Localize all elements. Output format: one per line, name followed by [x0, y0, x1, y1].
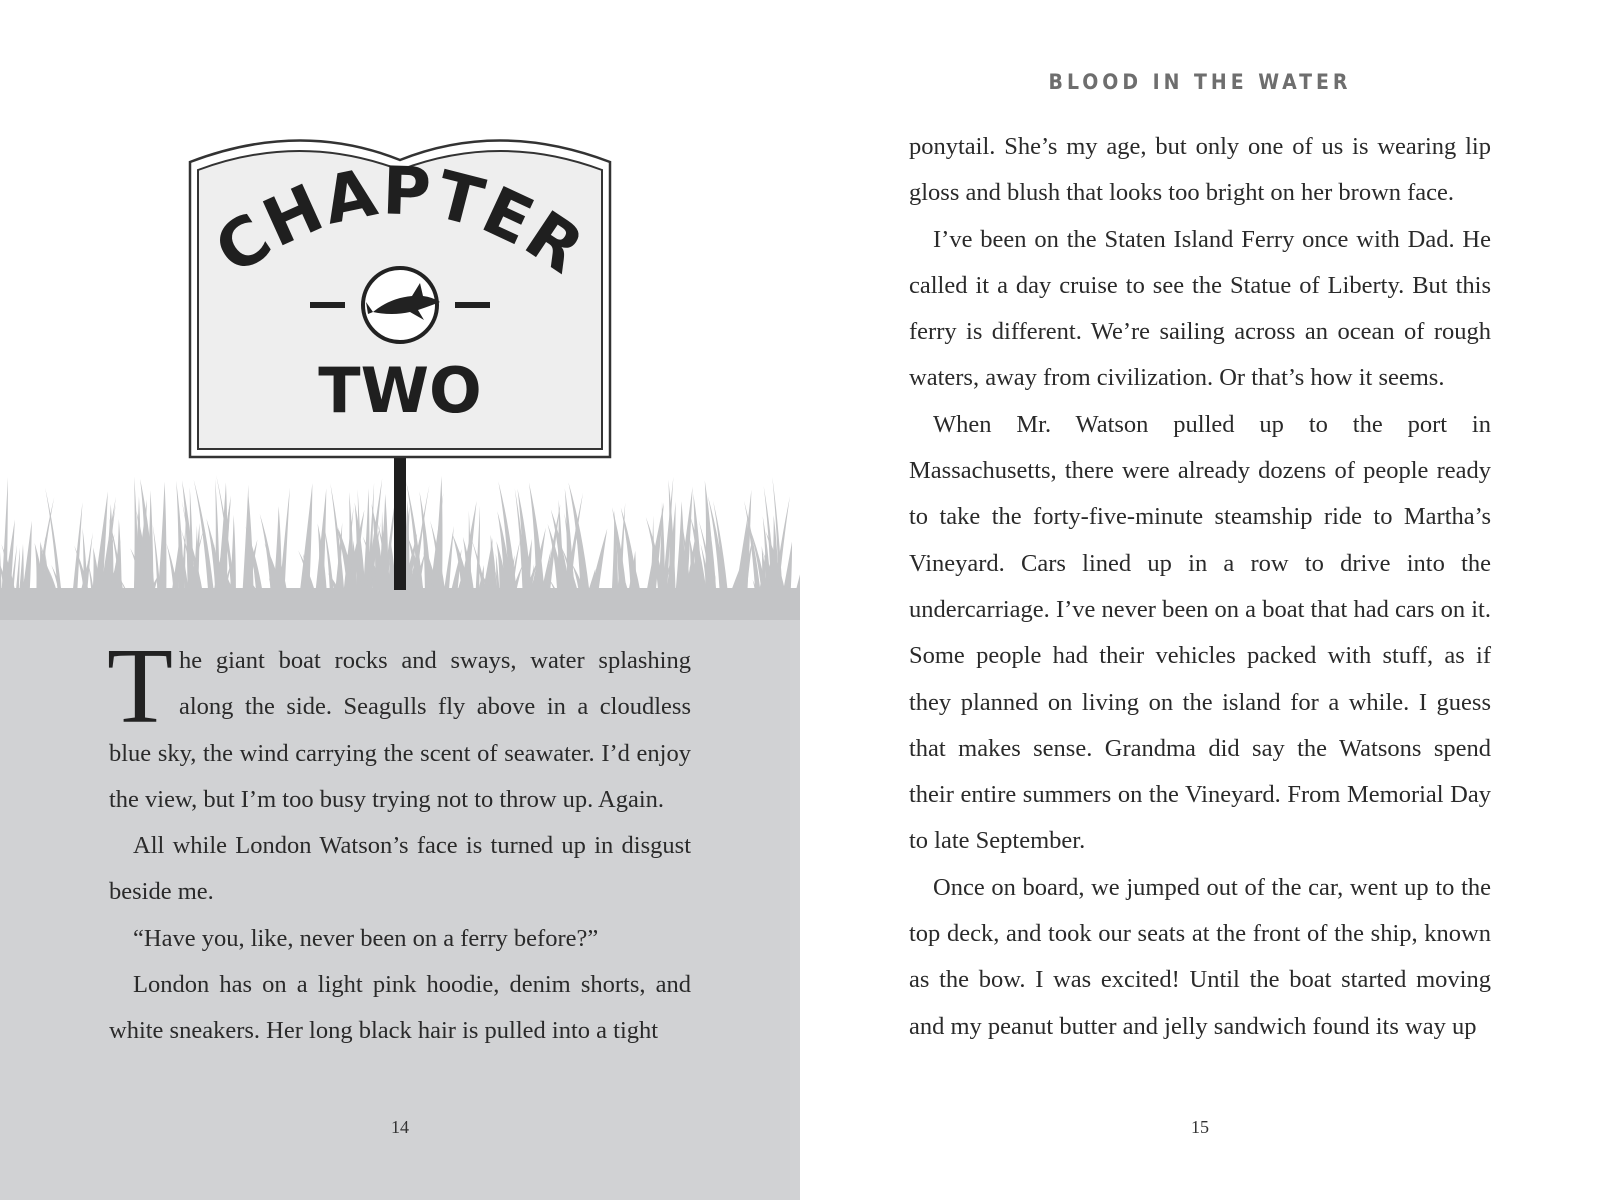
paragraph: ponytail. She’s my age, but only one of us is wearing lip gloss and blush that looks too bright on her brown face. [909, 133, 1491, 207]
chapter-number: TWO [318, 354, 482, 427]
left-page-text [107, 627, 691, 1055]
opening-paragraph [107, 627, 691, 823]
shark-icon [363, 268, 440, 342]
paragraph: All while London Watson’s face is turned up in disgust beside me. [109, 832, 691, 906]
drop-cap: T [107, 627, 173, 746]
paragraph: Once on board, we jumped out of the car, went up to the top deck, and took our seats at the front of the ship, known as the bow. I was excited! Until the boat started moving and my peanut butter and jelly sandwich found its way up [909, 873, 1491, 1040]
chapter-sign [0, 0, 800, 600]
chapter-word-path: CHAPTER [201, 152, 599, 290]
page-number-right: 15 [1191, 1117, 1209, 1137]
paragraph: I’ve been on the Staten Island Ferry once with Dad. He called it a day cruise to see the Statue of Liberty. But this ferry is different. We’re sailing across an ocean of rough waters, away from civilization. Or that’s how it seems. [909, 225, 1491, 392]
right-page-text [909, 124, 1491, 1050]
paragraph: “Have you, like, never been on a ferry before?” [133, 924, 599, 952]
paragraph: London has on a light pink hoodie, denim shorts, and white sneakers. Her long black hair is pulled into a tight [109, 971, 691, 1045]
page-number-left: 14 [391, 1117, 409, 1137]
sign-post [394, 455, 406, 590]
running-head: BLOOD IN THE WATER [1048, 70, 1352, 94]
paragraph: When Mr. Watson pulled up to the port in Massachusetts, there were already dozens of people ready to take the forty-five-minute steamship ride to Martha’s Vineyard. Cars lined up in a row to drive into the undercarriage. I’ve never been on a boat that had cars on it. Some people had their vehicles packed with stuff, as if they planned on living on the island for a while. I guess that makes sense. Grandma did say the Watsons spend their entire summers on the Vineyard. From Memorial Day to late September. [909, 410, 1491, 855]
opening-paragraph-text: he giant boat rocks and sways, water splashing along the side. Seagulls fly above in a cloudless blue sky, the wind carrying the scent of seawater. I’d enjoy the view, but I’m too busy trying not to throw up. Again. [109, 647, 691, 813]
